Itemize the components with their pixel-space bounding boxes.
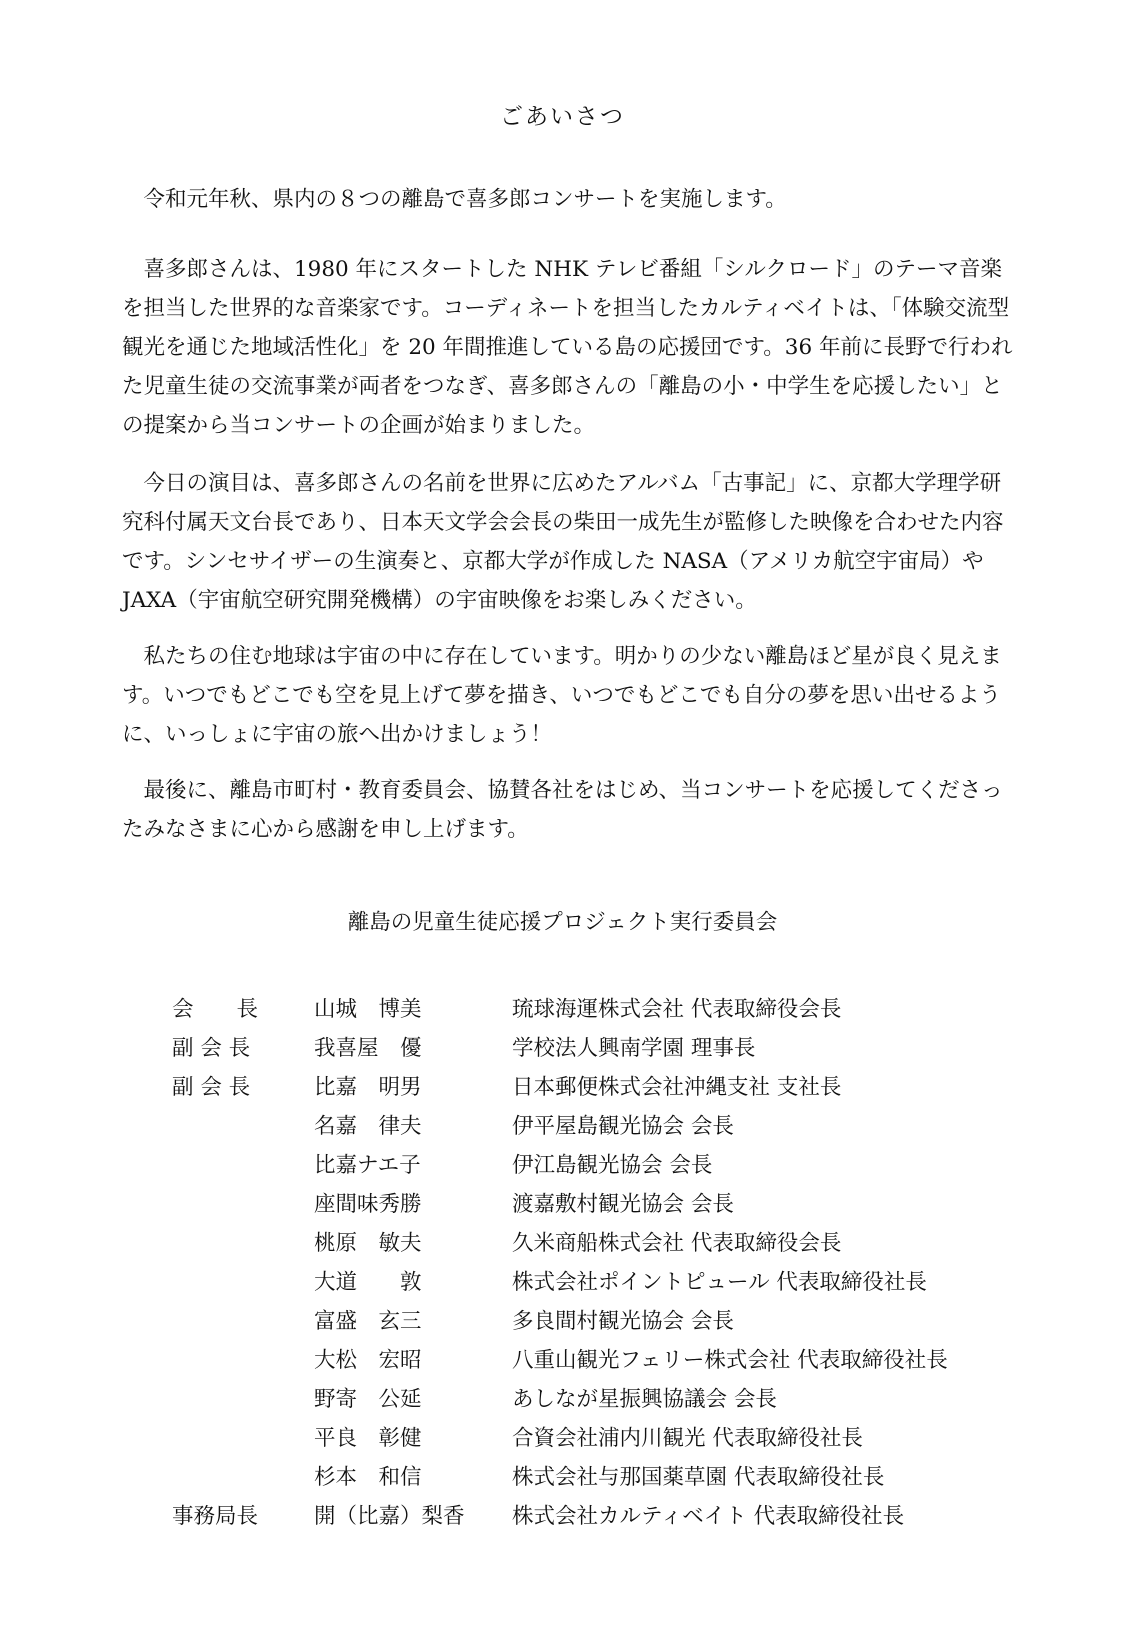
member-organization: 日本郵便株式会社沖縄支社 支社長 bbox=[512, 1075, 842, 1100]
roster-row bbox=[172, 1419, 1052, 1458]
committee-roster bbox=[172, 990, 1052, 1536]
member-organization: あしなが星振興協議会 会長 bbox=[512, 1387, 777, 1412]
member-role: 副 会 長 bbox=[172, 1075, 251, 1100]
member-organization: 株式会社カルティベイト 代表取締役社長 bbox=[512, 1504, 905, 1529]
committee-title: 離島の児童生徒応援プロジェクト実行委員会 bbox=[347, 910, 778, 935]
roster-row bbox=[172, 1458, 1052, 1497]
member-organization: 学校法人興南学園 理事長 bbox=[512, 1036, 756, 1061]
greeting-paragraph-4 bbox=[122, 637, 1022, 754]
member-name: 大松 宏昭 bbox=[314, 1348, 422, 1373]
member-name: 富盛 玄三 bbox=[314, 1309, 422, 1334]
paragraph-text: 今日の演目は、喜多郎さんの名前を世界に広めたアルバム「古事記」に、京都大学理学研究科付属天文台長であり、日本天文学会会長の柴田一成先生が監修した映像を合わせた内容です。シンセサイザーの生演奏と、京都大学が作成した NASA（アメリカ航空宇宙局）や JAXA（宇宙航空研究開発機構）の宇宙映像をお楽しみください。 bbox=[122, 471, 1004, 613]
roster-row bbox=[172, 1224, 1052, 1263]
roster-row bbox=[172, 1068, 1052, 1107]
member-organization: 伊平屋島観光協会 会長 bbox=[512, 1114, 734, 1139]
member-organization: 多良間村観光協会 会長 bbox=[512, 1309, 734, 1334]
member-organization: 合資会社浦内川観光 代表取締役社長 bbox=[512, 1426, 863, 1451]
member-name: 開（比嘉）梨香 bbox=[314, 1504, 465, 1529]
member-name: 野寄 公延 bbox=[314, 1387, 422, 1412]
member-name: 我喜屋 優 bbox=[314, 1036, 422, 1061]
paragraph-text: 私たちの住む地球は宇宙の中に存在しています。明かりの少ない離島ほど星が良く見えます。いつでもどこでも空を見上げて夢を描き、いつでもどこでも自分の夢を思い出せるように、いっしょに宇宙の旅へ出かけましょう！ bbox=[122, 644, 1002, 747]
roster-row bbox=[172, 1185, 1052, 1224]
member-role: 会 長 bbox=[172, 997, 259, 1022]
roster-row bbox=[172, 1146, 1052, 1185]
roster-row bbox=[172, 1341, 1052, 1380]
roster-row bbox=[172, 1302, 1052, 1341]
member-name: 平良 彰健 bbox=[314, 1426, 422, 1451]
greeting-paragraph-1 bbox=[122, 180, 1022, 219]
paragraph-text: 最後に、離島市町村・教育委員会、協賛各社をはじめ、当コンサートを応援してくださったみなさまに心から感謝を申し上げます。 bbox=[122, 778, 1003, 842]
member-name: 大道 敦 bbox=[314, 1270, 422, 1295]
member-name: 名嘉 律夫 bbox=[314, 1114, 422, 1139]
member-organization: 久米商船株式会社 代表取締役会長 bbox=[512, 1231, 842, 1256]
member-name: 比嘉 明男 bbox=[314, 1075, 422, 1100]
member-organization: 株式会社与那国薬草園 代表取締役社長 bbox=[512, 1465, 885, 1490]
member-name: 座間味秀勝 bbox=[314, 1192, 422, 1217]
greeting-paragraph-5 bbox=[122, 771, 1022, 849]
member-name: 比嘉ナエ子 bbox=[314, 1153, 421, 1178]
roster-row bbox=[172, 1029, 1052, 1068]
greeting-paragraph-2 bbox=[122, 250, 1022, 445]
greeting-paragraph-3 bbox=[122, 464, 1022, 620]
member-name: 山城 博美 bbox=[314, 997, 422, 1022]
paragraph-text: 喜多郎さんは、1980 年にスタートした NHK テレビ番組「シルクロード」のテーマ音楽を担当した世界的な音楽家です。コーディネートを担当したカルティベイトは、「体験交流型観光を通じた地域活性化」を 20 年間推進している島の応援団です。36 年前に長野で行われた児童生徒の交流事業が両者をつなぎ、喜多郎さんの「離島の小・中学生を応援したい」との提案から当コンサートの企画が始まりました。 bbox=[122, 257, 1013, 438]
page-title: ごあいさつ bbox=[500, 104, 625, 130]
member-name: 杉本 和信 bbox=[314, 1465, 422, 1490]
member-role: 副 会 長 bbox=[172, 1036, 251, 1061]
member-organization: 伊江島観光協会 会長 bbox=[512, 1153, 713, 1178]
member-organization: 株式会社ポイントピュール 代表取締役社長 bbox=[512, 1270, 927, 1295]
roster-row bbox=[172, 1107, 1052, 1146]
paragraph-text: 令和元年秋、県内の８つの離島で喜多郎コンサートを実施します。 bbox=[143, 187, 787, 212]
roster-row bbox=[172, 1380, 1052, 1419]
roster-row bbox=[172, 1263, 1052, 1302]
roster-row bbox=[172, 990, 1052, 1029]
member-role: 事務局長 bbox=[172, 1504, 259, 1529]
member-organization: 八重山観光フェリー株式会社 代表取締役社長 bbox=[512, 1348, 948, 1373]
member-organization: 琉球海運株式会社 代表取締役会長 bbox=[512, 997, 842, 1022]
member-organization: 渡嘉敷村観光協会 会長 bbox=[512, 1192, 734, 1217]
member-name: 桃原 敏夫 bbox=[314, 1231, 422, 1256]
roster-row bbox=[172, 1497, 1052, 1536]
